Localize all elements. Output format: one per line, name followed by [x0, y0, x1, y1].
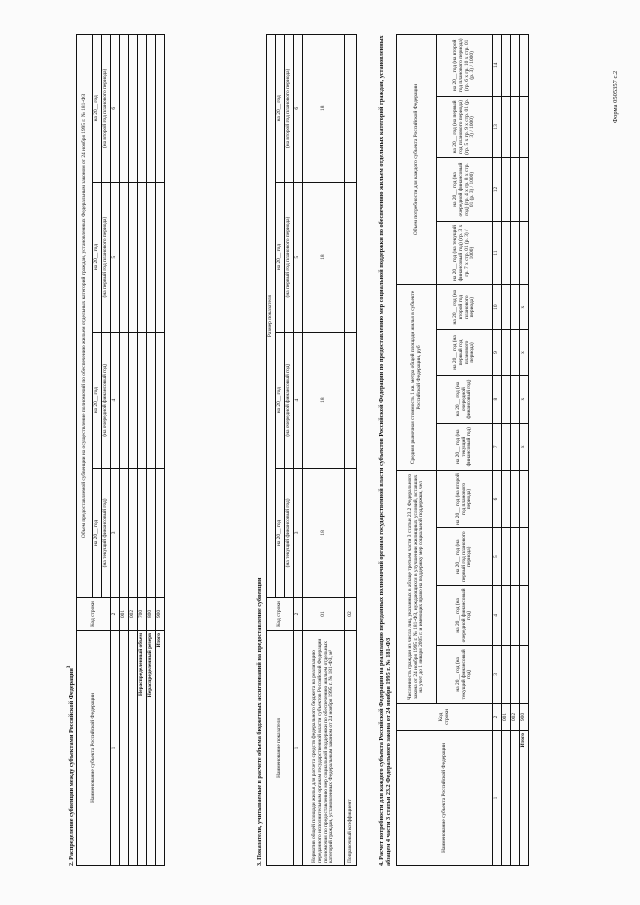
- section-4-heading: 4. Расчет потребности для каждого субъекта Российской Федерации на реализацию переданных полномочий органам государственной власти субъектов Российской Федерации по предоставлению мер социальной поддержки по обеспечению жильем отдельных категорий граждан, установленных абзацем 4 части 3 статьи 23.2 Федерального закона от 24 ноября 1995 г. № 181-ФЗ: [378, 35, 393, 866]
- s4-num-3: 3: [493, 645, 502, 703]
- s3-year-4: на 20__ год: [276, 35, 285, 183]
- s4-num-14: 14: [493, 35, 502, 97]
- s4-code-001: 001: [502, 704, 511, 731]
- s2-year-3: на 20__ год: [93, 182, 102, 332]
- s4-num-7: 7: [493, 423, 502, 470]
- s4-num-12: 12: [493, 158, 502, 222]
- s4-num-10: 10: [493, 285, 502, 330]
- s4-code-002: 002: [511, 704, 520, 731]
- s4-b-year-1: на 20__ год (на текущий финансовый год): [437, 423, 493, 470]
- s2-total-label: Итого: [156, 631, 165, 866]
- s2-year-2-sub: (на очередной финансовый год): [102, 332, 111, 468]
- s3-year-3-sub: (на первый год планового периода): [285, 182, 294, 332]
- s2-year-4-sub: (на второй год планового периода): [102, 35, 111, 183]
- s2-reserve-label: Нераспределенный резерв: [147, 631, 156, 866]
- s3-col-group: Размер показателя: [267, 35, 276, 598]
- s4-group-a: Численность граждан из числа лиц, указанных в абзаце третьем части 3 статьи 23.2 Федерального закона от 24 ноября 1995 г. № 181-ФЗ, нуждающихся в улучшении жилищных условий, вставших на учет до 1 января 2005 г. и имеющих право на поддержку мер социальной поддержки, чел: [397, 470, 437, 703]
- section-2-table: [76, 34, 165, 866]
- s2-num-1: 1: [111, 631, 120, 866]
- s3-num-6: 6: [294, 35, 303, 183]
- s3-year-2: на 20__ год: [276, 332, 285, 468]
- s2-unallocated-label: Нераспределенный объем: [138, 631, 147, 866]
- s2-year-1: на 20__ год: [93, 468, 102, 597]
- table-row: [511, 35, 520, 866]
- s3-norm-value-3: 18: [303, 182, 345, 332]
- s4-num-9: 9: [493, 330, 502, 375]
- s4-num-5: 5: [493, 528, 502, 586]
- table-row: [147, 35, 156, 866]
- s4-c-year-1: на 20__ год (на текущий финансовый год) (гр. 3 х гр. 7 х стр. 01 (р. 3) / 1000): [437, 221, 493, 284]
- table-row: [138, 35, 147, 866]
- s4-a-year-3: на 20__ год (на первый год планового периода): [437, 528, 493, 586]
- s3-norm-value-4: 18: [303, 35, 345, 183]
- s2-code-900: 900: [156, 598, 165, 631]
- s2-num-5: 5: [111, 182, 120, 332]
- table-row: [520, 35, 529, 866]
- s4-b-year-2: на 20__ год (на очередной финансовый год): [437, 375, 493, 423]
- s4-a-year-2: на 20__ год (на очередной финансовый год): [437, 586, 493, 646]
- s3-num-1: 1: [294, 631, 303, 866]
- s4-number-row: [493, 35, 502, 866]
- s3-year-2-sub: (на очередной финансовый год): [285, 332, 294, 468]
- s3-code-02: 02: [345, 598, 357, 631]
- s2-code-700: 700: [138, 598, 147, 631]
- s3-norm-label: Норматив общей площади жилья для расчета средств федерального бюджета на реализацию переданного исполнительным органам государственной власти субъектов Российской Федерации полномочия по предоставлению мер социальной поддержки по обеспечению жильем отдельных категорий граждан, установленных Федеральным законом от 24 ноября 1995 г. № 181-ФЗ, м²: [303, 631, 345, 866]
- s4-num-1: 1: [493, 731, 502, 866]
- s4-num-2: 2: [493, 704, 502, 731]
- rotated-sheet: [60, 30, 620, 870]
- s4-total-label: Итого: [520, 731, 529, 866]
- s4-b-year-3: на 20__ год (на первый год планового периода): [437, 330, 493, 375]
- s4-group-b: Средняя рыночная стоимость 1 кв. метра общей площади жилья в субъекте Российской Федерации, руб: [397, 285, 437, 471]
- s4-c-year-2: на 20__ год (на очередной финансовый год) (гр. 4 х гр. 8 х стр. 01 (р. 3) / 1000): [437, 158, 493, 222]
- s4-x-1: x: [520, 423, 529, 470]
- s4-num-6: 6: [493, 470, 502, 527]
- s3-year-3: на 20__ год: [276, 182, 285, 332]
- s4-code-900: 900: [520, 704, 529, 731]
- s3-num-3: 3: [294, 468, 303, 597]
- s3-year-1-sub: (на текущий финансовый год): [285, 468, 294, 597]
- s2-code-800: 800: [147, 598, 156, 631]
- s4-a-year-1: на 20__ год (на текущий финансовый год): [437, 645, 493, 703]
- s4-x-4: x: [520, 285, 529, 330]
- s4-num-4: 4: [493, 586, 502, 646]
- s2-year-2: на 20__ год: [93, 332, 102, 468]
- s3-coef-label: Поправочный коэффициент: [345, 631, 357, 866]
- s2-code-001: 001: [120, 598, 129, 631]
- s3-year-1: на 20__ год: [276, 468, 285, 597]
- s3-code-01: 01: [303, 598, 345, 631]
- table-row: [129, 35, 138, 866]
- s2-col-code: Код строки: [77, 598, 111, 631]
- s3-num-2: 2: [294, 598, 303, 631]
- section-2-heading: 2. Распределение субвенции между субъектами Российской Федерации$^3$: [66, 665, 76, 866]
- s4-num-8: 8: [493, 375, 502, 423]
- s4-a-year-4: на 20__ год (на второй год планового периода): [437, 470, 493, 527]
- table-row: [156, 35, 165, 866]
- table-row: [120, 35, 129, 866]
- s3-num-4: 4: [294, 332, 303, 468]
- s2-num-2: 2: [111, 598, 120, 631]
- s3-col-code: Код строки: [267, 598, 294, 631]
- section-3-table: [266, 34, 357, 866]
- s3-year-4-sub: (на второй год планового периода): [285, 35, 294, 183]
- s4-x-2: x: [520, 375, 529, 423]
- table-row: [303, 35, 345, 866]
- s2-year-4: на 20__ год: [93, 35, 102, 183]
- s2-year-1-sub: (на текущий финансовый год): [102, 468, 111, 597]
- s4-col-name: Наименование субъекта Российской Федерации: [397, 731, 493, 866]
- form-code-text: Форма 0505357 с.2: [612, 70, 619, 123]
- s3-col-name: Наименование показателя: [267, 631, 294, 866]
- table-row: [345, 35, 357, 866]
- s4-c-year-4: на 20__ год (на второй год планового периода) (гр. 6 х гр. 10 х стр. 01 (р. 3) / 1000): [437, 35, 493, 97]
- s3-num-5: 5: [294, 182, 303, 332]
- s4-x-3: x: [520, 330, 529, 375]
- s4-b-year-4: на 20__ год (на второй год планового периода): [437, 285, 493, 330]
- s3-norm-value-1: 18: [303, 468, 345, 597]
- s2-num-4: 4: [111, 332, 120, 468]
- s4-group-c: Объем потребности для каждого субъекта Российской Федерации: [397, 35, 437, 285]
- section-3-heading: 3. Показатели, учитываемые в расчете объема бюджетных ассигнований на предоставление субвенции: [256, 577, 263, 866]
- s2-code-002: 002: [129, 598, 138, 631]
- s4-c-year-3: на 20__ год (на первый год планового периода) (гр. 5 х гр. 9 х стр. 01 (р. 3) / 1000): [437, 96, 493, 157]
- section-4-table: [396, 34, 529, 866]
- s4-num-13: 13: [493, 96, 502, 157]
- s2-col-name: Наименование субъекта Российской Федерации: [77, 631, 111, 866]
- s2-col-group: Объем предоставляемой субвенции на осуществление полномочий по обеспечению жильем отдельных категорий граждан, установленных Федеральным законом от 24 ноября 1995 г. № 181-ФЗ: [77, 35, 93, 598]
- s4-num-11: 11: [493, 221, 502, 284]
- s3-norm-value-2: 18: [303, 332, 345, 468]
- s4-col-code: Код строки: [397, 704, 493, 731]
- s2-num-6: 6: [111, 35, 120, 183]
- s2-num-3: 3: [111, 468, 120, 597]
- s2-year-3-sub: (на первый год планового периода): [102, 182, 111, 332]
- table-row: [502, 35, 511, 866]
